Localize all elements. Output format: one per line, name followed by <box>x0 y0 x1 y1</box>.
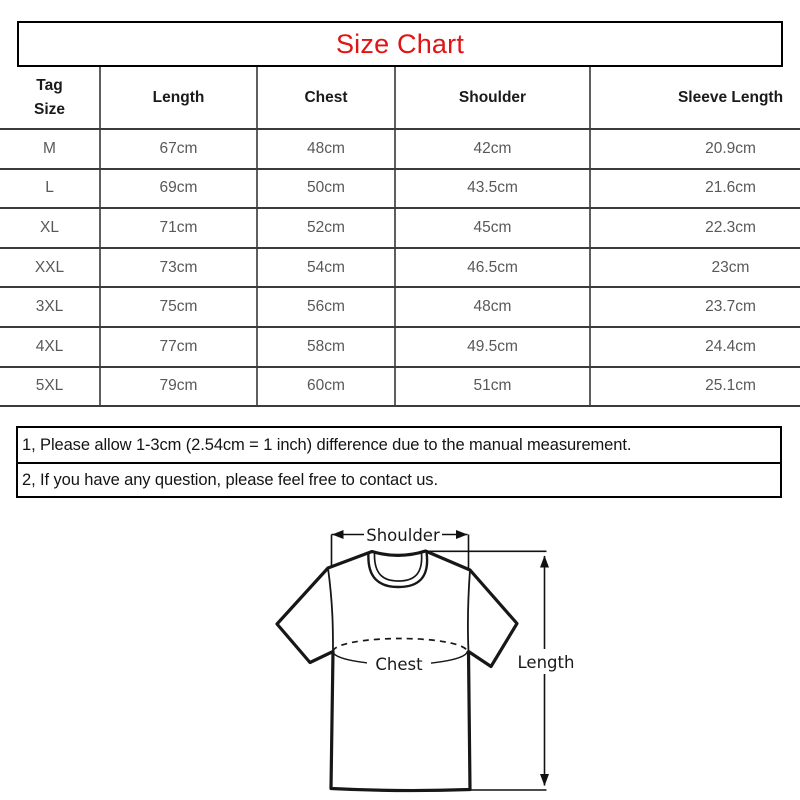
cell-shoulder: 46.5cm <box>395 248 590 288</box>
cell-length: 73cm <box>100 248 257 288</box>
header-tag-size: Tag Size <box>0 67 100 129</box>
cell-size: XXL <box>0 248 100 288</box>
header-length: Length <box>100 67 257 129</box>
note-measurement-tolerance: 1, Please allow 1-3cm (2.54cm = 1 inch) difference due to the manual measurement. <box>22 435 632 454</box>
chest-label: Chest <box>375 655 423 674</box>
cell-sleeve-length: 25.1cm <box>590 367 800 407</box>
cell-size: M <box>0 129 100 169</box>
cell-length: 77cm <box>100 327 257 367</box>
length-arrow-down <box>540 774 549 786</box>
size-chart-title: Size Chart <box>335 28 465 59</box>
cell-size: L <box>0 169 100 209</box>
cell-shoulder: 48cm <box>395 287 590 327</box>
header-sleeve-length: Sleeve Length <box>590 67 800 129</box>
cell-sleeve-length: 24.4cm <box>590 327 800 367</box>
header-chest: Chest <box>257 67 395 129</box>
cell-chest: 60cm <box>257 367 395 407</box>
cell-length: 79cm <box>100 367 257 407</box>
cell-chest: 54cm <box>257 248 395 288</box>
cell-size: 5XL <box>0 367 100 407</box>
cell-sleeve-length: 21.6cm <box>590 169 800 209</box>
shoulder-label: Shoulder <box>366 526 440 545</box>
cell-sleeve-length: 20.9cm <box>590 129 800 169</box>
note-contact-us: 2, If you have any question, please feel free to contact us. <box>18 462 780 496</box>
length-label: Length <box>517 653 575 672</box>
cell-shoulder: 43.5cm <box>395 169 590 209</box>
cell-chest: 48cm <box>257 129 395 169</box>
length-arrow-up <box>540 556 549 568</box>
cell-length: 71cm <box>100 208 257 248</box>
cell-size: XL <box>0 208 100 248</box>
cell-chest: 50cm <box>257 169 395 209</box>
shoulder-arrow-left <box>332 530 344 539</box>
cell-chest: 58cm <box>257 327 395 367</box>
cell-shoulder: 45cm <box>395 208 590 248</box>
cell-sleeve-length: 22.3cm <box>590 208 800 248</box>
cell-length: 67cm <box>100 129 257 169</box>
cell-shoulder: 49.5cm <box>395 327 590 367</box>
cell-sleeve-length: 23.7cm <box>590 287 800 327</box>
cell-length: 75cm <box>100 287 257 327</box>
header-shoulder: Shoulder <box>395 67 590 129</box>
cell-size: 3XL <box>0 287 100 327</box>
cell-sleeve-length: 23cm <box>590 248 800 288</box>
cell-shoulder: 42cm <box>395 129 590 169</box>
cell-size: 4XL <box>0 327 100 367</box>
cell-chest: 56cm <box>257 287 395 327</box>
cell-shoulder: 51cm <box>395 367 590 407</box>
cell-length: 69cm <box>100 169 257 209</box>
shoulder-arrow-right <box>456 530 468 539</box>
cell-chest: 52cm <box>257 208 395 248</box>
